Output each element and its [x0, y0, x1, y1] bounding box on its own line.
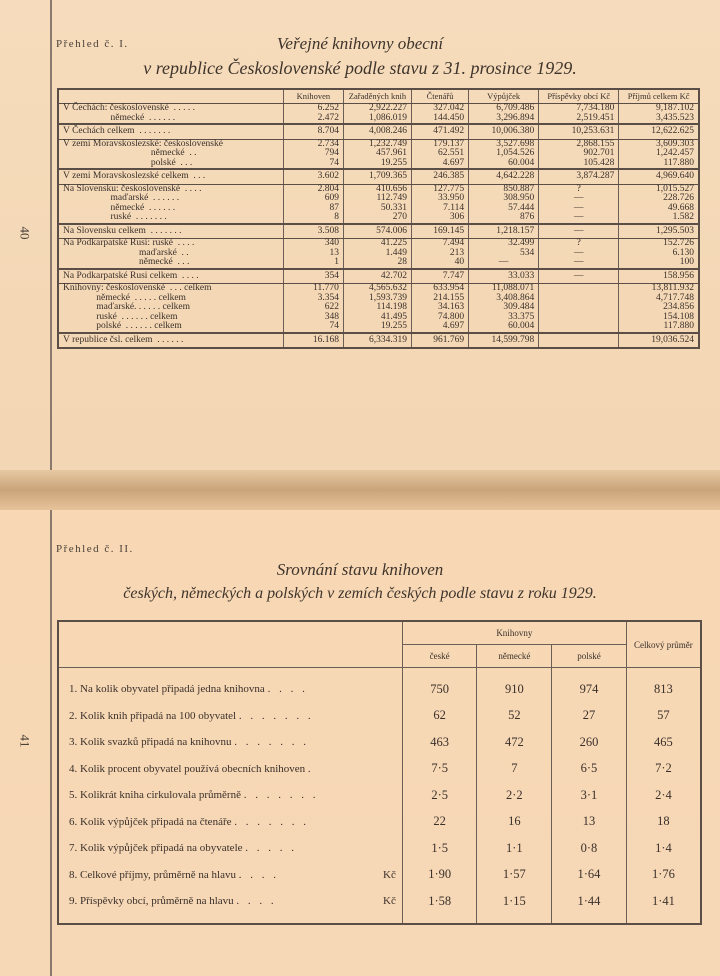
cell-value: 471.492	[412, 124, 469, 139]
cell-value: 117.880	[619, 159, 699, 170]
header-empty	[58, 621, 402, 668]
cell-value: 7.747	[412, 269, 469, 284]
cell-value: 3·1	[552, 782, 627, 809]
cell-value: 1·58	[402, 888, 477, 924]
row-label-text: 2. Kolik knih připadá na 100 obyvatel	[69, 709, 237, 722]
row-label: německé . . . . . .	[63, 112, 176, 123]
table-row	[58, 114, 699, 125]
table-row	[58, 284, 699, 294]
cell-value: 169.145	[412, 224, 469, 239]
cell-value: 1,232.749	[343, 139, 411, 149]
cell-value: 13,811.932	[619, 284, 699, 294]
cell-value: 1,295.503	[619, 224, 699, 239]
table-row	[58, 729, 701, 756]
table-row	[58, 809, 701, 836]
cell-value: 8	[283, 213, 343, 224]
cell-value: 6.252	[283, 104, 343, 114]
cell-value: 3.602	[283, 169, 343, 184]
cell-value: 0·8	[552, 835, 627, 862]
cell-value	[539, 303, 619, 313]
cell-value: 41.495	[343, 313, 411, 323]
cell-value: 327.042	[412, 104, 469, 114]
cell-value: 62.551	[412, 149, 469, 159]
cell-value: 246.385	[412, 169, 469, 184]
cell-value: 1,593.739	[343, 294, 411, 304]
row-label: německé . . . . . celkem	[63, 292, 186, 303]
cell-value: 19.255	[343, 322, 411, 333]
cell-value: 6,709.486	[469, 104, 539, 114]
unit-label: Kč	[383, 868, 396, 881]
header-ctenaru: Čtenářů	[412, 89, 469, 104]
cell-value: 1·41	[626, 888, 701, 924]
cell-value: 7·5	[402, 756, 477, 783]
row-label: V Čechách celkem . . . . . . .	[58, 124, 283, 139]
cell-value: 574.006	[343, 224, 411, 239]
leader-dots: . . . . . . .	[234, 815, 309, 828]
cell-value: 40	[412, 258, 469, 269]
cell-value: 1·44	[552, 888, 627, 924]
cell-value: 813	[626, 668, 701, 703]
cell-value: 4,717.748	[619, 294, 699, 304]
leader-dots: . . . .	[238, 868, 279, 881]
row-label	[58, 756, 402, 783]
cell-value: 410.656	[343, 184, 411, 194]
table-body	[58, 104, 699, 349]
row-label: Na Podkarpatské Rusi: ruské . . . .	[63, 238, 195, 248]
cell-value: 112.749	[343, 194, 411, 204]
cell-value: —	[539, 258, 619, 269]
leader-dots: . . . . . . .	[243, 789, 319, 802]
cell-value: 1,218.157	[469, 224, 539, 239]
table-row	[58, 213, 699, 224]
table-title-line1: Srovnání stavu knihoven	[276, 560, 444, 579]
cell-value: 117.880	[619, 322, 699, 333]
cell-value: 2,922.227	[343, 104, 411, 114]
cell-value: 152.726	[619, 239, 699, 249]
header-zaradenych-knih: Zařaděných knih	[343, 89, 411, 104]
row-label	[58, 835, 402, 862]
cell-value: 609	[283, 194, 343, 204]
cell-value: 309.484	[469, 303, 539, 313]
unit-label: Kč	[383, 895, 396, 908]
row-label: Na Slovensku celkem . . . . . . .	[58, 224, 283, 239]
cell-value: 57	[626, 703, 701, 730]
cell-value: 7.114	[412, 204, 469, 214]
cell-value: 1.582	[619, 213, 699, 224]
row-label: ruské . . . . . . celkem	[63, 311, 178, 322]
cell-value: 10,253.631	[539, 124, 619, 139]
libraries-table	[57, 88, 700, 349]
row-label	[58, 888, 402, 924]
row-label	[58, 782, 402, 809]
cell-value: 13	[283, 249, 343, 259]
header-nemecke: německé	[477, 645, 552, 668]
row-label	[58, 668, 402, 703]
row-label-text: 1. Na kolik obyvatel připadá jedna knihovna	[69, 683, 265, 696]
cell-value: 214.155	[412, 294, 469, 304]
cell-value: 8.704	[283, 124, 343, 139]
cell-value: 27	[552, 703, 627, 730]
cell-value	[539, 313, 619, 323]
cell-value: 7	[477, 756, 552, 783]
cell-value: 60.004	[469, 159, 539, 170]
table-row	[58, 104, 699, 114]
cell-value: 228.726	[619, 194, 699, 204]
cell-value: 4,642.228	[469, 169, 539, 184]
cell-value: 1·64	[552, 862, 627, 889]
cell-value: —	[469, 258, 539, 269]
cell-value: 50.331	[343, 204, 411, 214]
row-label: V zemi Moravskoslezské celkem . . .	[58, 169, 283, 184]
cell-value: 213	[412, 249, 469, 259]
page-top	[0, 0, 720, 470]
row-label: V republice čsl. celkem . . . . . .	[58, 333, 283, 349]
cell-value: 49.668	[619, 204, 699, 214]
cell-value: 57.444	[469, 204, 539, 214]
row-label: Na Slovensku: československé . . . .	[63, 183, 202, 194]
cell-value: 1·76	[626, 862, 701, 889]
row-label	[58, 862, 402, 889]
cell-value: 87	[283, 204, 343, 214]
cell-value: 1,015.527	[619, 184, 699, 194]
cell-value: 3.508	[283, 224, 343, 239]
cell-value: 10,006.380	[469, 124, 539, 139]
row-label	[58, 703, 402, 730]
row-label-text: 9. Příspěvky obcí, průměrně na hlavu	[69, 895, 234, 908]
cell-value: 534	[469, 249, 539, 259]
header-polske: polské	[552, 645, 627, 668]
page-fold	[0, 470, 720, 510]
row-label: maďarské. . . . . . celkem	[63, 302, 190, 312]
row-label: maďarské . .	[63, 247, 189, 258]
cell-value: 3.354	[283, 294, 343, 304]
cell-value: 52	[477, 703, 552, 730]
cell-value: 1,086.019	[343, 114, 411, 125]
row-label: Knihovny: československé . . . celkem	[63, 283, 212, 293]
cell-value: 1·5	[402, 835, 477, 862]
row-label-text: 4. Kolik procent obyvatel používá obecních knihoven	[69, 762, 306, 775]
table-row	[58, 322, 699, 333]
table-title-line2: v republice Československé podle stavu z 31. prosince 1929.	[143, 58, 577, 78]
cell-value: ?	[539, 184, 619, 194]
cell-value: 1·90	[402, 862, 477, 889]
cell-value: 42.702	[343, 269, 411, 284]
table-row	[58, 888, 701, 924]
cell-value: 902.701	[539, 149, 619, 159]
cell-value: 32.499	[469, 239, 539, 249]
leader-dots: . . . . .	[245, 842, 298, 855]
cell-value: 2.734	[283, 139, 343, 149]
total-row	[58, 269, 699, 284]
cell-value: 308.950	[469, 194, 539, 204]
cell-value: 33.375	[469, 313, 539, 323]
header-vypujcek: Výpůjček	[469, 89, 539, 104]
page-number: 41	[17, 734, 33, 748]
cell-value: 1·57	[477, 862, 552, 889]
cell-value: 41.225	[343, 239, 411, 249]
header-knihovny: Knihovny	[402, 621, 626, 645]
table-title-line1: Veřejné knihovny obecní	[276, 34, 444, 53]
cell-value: 114.198	[343, 303, 411, 313]
cell-value: 100	[619, 258, 699, 269]
row-label-text: 7. Kolik výpůjček připadá na obyvatele	[69, 842, 243, 855]
table-row	[58, 703, 701, 730]
table-row	[58, 159, 699, 170]
row-label	[58, 729, 402, 756]
leader-dots: . . . . . . .	[238, 709, 314, 722]
row-label: V Čechách: československé . . . . .	[63, 103, 196, 113]
cell-value: 3,609.303	[619, 139, 699, 149]
row-label-text: 8. Celkové příjmy, průměrně na hlavu	[69, 868, 236, 881]
row-label: polské . . .	[63, 157, 193, 168]
cell-value: 62	[402, 703, 477, 730]
leader-dots: .	[307, 762, 314, 775]
cell-value: 750	[402, 668, 477, 703]
cell-value: 22	[402, 809, 477, 836]
cell-value: 144.450	[412, 114, 469, 125]
cell-value: 179.137	[412, 139, 469, 149]
cell-value: 794	[283, 149, 343, 159]
header-knihoven: Knihoven	[283, 89, 343, 104]
cell-value: 2·5	[402, 782, 477, 809]
cell-value: 11.770	[283, 284, 343, 294]
leader-dots: . . . .	[236, 895, 277, 908]
cell-value: 16.168	[283, 333, 343, 349]
cell-value: 19.255	[343, 159, 411, 170]
cell-value: 3,435.523	[619, 114, 699, 125]
table-header-group	[58, 621, 701, 645]
cell-value: 465	[626, 729, 701, 756]
cell-value: 876	[469, 213, 539, 224]
row-label: německé . .	[63, 148, 197, 158]
total-row	[58, 224, 699, 239]
total-row	[58, 124, 699, 139]
cell-value: 4,008.246	[343, 124, 411, 139]
cell-value: 74.800	[412, 313, 469, 323]
leader-dots: . . . .	[267, 683, 308, 696]
cell-value: 13	[552, 809, 627, 836]
cell-value: 6,334.319	[343, 333, 411, 349]
table-row	[58, 668, 701, 703]
cell-value: —	[539, 213, 619, 224]
cell-value: 19,036.524	[619, 333, 699, 349]
cell-value: ?	[539, 239, 619, 249]
cell-value	[539, 333, 619, 349]
cell-value: 354	[283, 269, 343, 284]
cell-value: 34.163	[412, 303, 469, 313]
table-row	[58, 782, 701, 809]
cell-value	[539, 294, 619, 304]
table-row	[58, 239, 699, 249]
row-label: polské . . . . . . celkem	[63, 321, 182, 331]
cell-value: 74	[283, 322, 343, 333]
row-label: maďarské . . . . . .	[63, 193, 180, 203]
overview-label: Přehled č. II.	[56, 543, 134, 555]
cell-value: 6.130	[619, 249, 699, 259]
row-label-text: 5. Kolikrát kniha cirkulovala průměrně	[69, 789, 241, 802]
cell-value: 910	[477, 668, 552, 703]
cell-value: 1.449	[343, 249, 411, 259]
cell-value: 2·2	[477, 782, 552, 809]
row-label: ruské . . . . . . .	[63, 212, 167, 222]
cell-value: 1,709.365	[343, 169, 411, 184]
cell-value: 472	[477, 729, 552, 756]
cell-value: 1,054.526	[469, 149, 539, 159]
cell-value: 340	[283, 239, 343, 249]
cell-value: 158.956	[619, 269, 699, 284]
cell-value: —	[539, 224, 619, 239]
table-title-line2: českých, německých a polských v zemích českých podle stavu z roku 1929.	[123, 585, 597, 602]
cell-value: 1	[283, 258, 343, 269]
row-label: Na Podkarpatské Rusi celkem . . . .	[58, 269, 283, 284]
cell-value: 4.697	[412, 159, 469, 170]
cell-value: 2,519.451	[539, 114, 619, 125]
cell-value: 234.856	[619, 303, 699, 313]
cell-value: 12,622.625	[619, 124, 699, 139]
cell-value: 60.004	[469, 322, 539, 333]
cell-value: 4,565.632	[343, 284, 411, 294]
cell-value: 33.950	[412, 194, 469, 204]
cell-value: 463	[402, 729, 477, 756]
cell-value: —	[539, 249, 619, 259]
header-prijmu-celkem: Příjmů celkem Kč	[619, 89, 699, 104]
header-label	[58, 89, 283, 104]
cell-value: 7·2	[626, 756, 701, 783]
cell-value: 2·4	[626, 782, 701, 809]
cell-value: 105.428	[539, 159, 619, 170]
table-row	[58, 258, 699, 269]
table-row	[58, 862, 701, 889]
cell-value: 3,874.287	[539, 169, 619, 184]
cell-value: 1,242.457	[619, 149, 699, 159]
cell-value: 974	[552, 668, 627, 703]
comparison-table	[57, 620, 702, 925]
cell-value: 127.775	[412, 184, 469, 194]
cell-value: 633.954	[412, 284, 469, 294]
cell-value: 7.494	[412, 239, 469, 249]
header-celkovy-prumer: Celkový průměr	[626, 621, 701, 668]
cell-value: —	[539, 204, 619, 214]
cell-value: 11,088.071	[469, 284, 539, 294]
cell-value	[539, 284, 619, 294]
table-header	[58, 89, 699, 104]
cell-value: 260	[552, 729, 627, 756]
cell-value: 3,296.894	[469, 114, 539, 125]
cell-value: 9,187.102	[619, 104, 699, 114]
cell-value: 3,408.864	[469, 294, 539, 304]
overview-label: Přehled č. I.	[56, 38, 129, 50]
cell-value: 4.697	[412, 322, 469, 333]
table-row	[58, 756, 701, 783]
cell-value: 74	[283, 159, 343, 170]
total-row	[58, 333, 699, 349]
cell-value: 850.887	[469, 184, 539, 194]
row-label: německé . . . . . .	[63, 202, 176, 213]
header-ceske: české	[402, 645, 477, 668]
cell-value: 7,734.180	[539, 104, 619, 114]
cell-value: 270	[343, 213, 411, 224]
cell-value	[539, 322, 619, 333]
row-label: německé . . .	[63, 257, 190, 267]
cell-value: 2.472	[283, 114, 343, 125]
row-label	[58, 809, 402, 836]
row-label-text: 6. Kolik výpůjček připadá na čtenáře	[69, 815, 232, 828]
leader-dots: . . . . . . .	[234, 736, 310, 749]
cell-value: 14,599.798	[469, 333, 539, 349]
page-number: 40	[17, 226, 33, 240]
table-row	[58, 835, 701, 862]
cell-value: 961.769	[412, 333, 469, 349]
cell-value: 16	[477, 809, 552, 836]
cell-value: 1·4	[626, 835, 701, 862]
cell-value: 306	[412, 213, 469, 224]
cell-value: 4,969.640	[619, 169, 699, 184]
row-label: V zemi Moravskoslezské: československé	[63, 138, 223, 149]
cell-value: 6·5	[552, 756, 627, 783]
cell-value: 1·15	[477, 888, 552, 924]
cell-value: 3,527.698	[469, 139, 539, 149]
cell-value: 154.108	[619, 313, 699, 323]
cell-value: 33.033	[469, 269, 539, 284]
cell-value: 1·1	[477, 835, 552, 862]
row-label-text: 3. Kolik svazků připadá na knihovnu	[69, 736, 232, 749]
total-row	[58, 169, 699, 184]
cell-value: 2,868.155	[539, 139, 619, 149]
cell-value: 18	[626, 809, 701, 836]
cell-value: 348	[283, 313, 343, 323]
cell-value: 2.804	[283, 184, 343, 194]
cell-value: 622	[283, 303, 343, 313]
cell-value: —	[539, 269, 619, 284]
cell-value: —	[539, 194, 619, 204]
cell-value: 28	[343, 258, 411, 269]
table-body	[58, 668, 701, 924]
cell-value: 457.961	[343, 149, 411, 159]
header-prispevky-obci: Příspěvky obcí Kč	[539, 89, 619, 104]
